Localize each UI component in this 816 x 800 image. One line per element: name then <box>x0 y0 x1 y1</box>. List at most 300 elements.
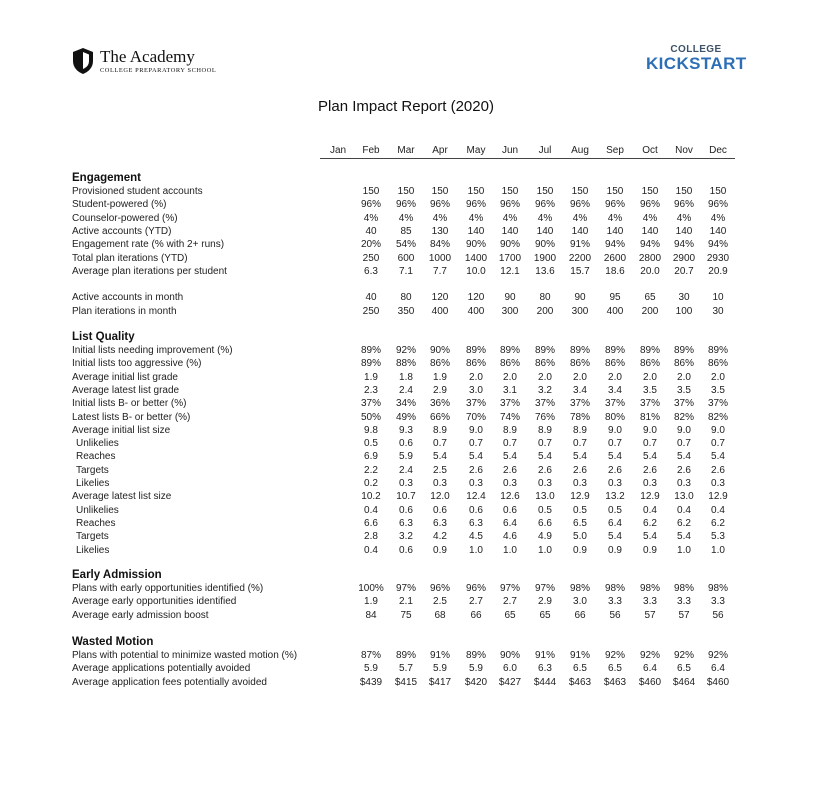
cell-sep: 96% <box>604 199 625 211</box>
cell-sep: 86% <box>604 358 625 370</box>
table-row <box>0 477 816 490</box>
cell-dec: 2.0 <box>711 371 725 383</box>
cell-sep: 5.4 <box>608 451 622 463</box>
cell-nov: 94% <box>673 239 694 251</box>
cell-dec: 0.4 <box>711 504 725 516</box>
cell-dec: 2.6 <box>711 464 725 476</box>
cell-mar: 0.3 <box>399 478 413 489</box>
table-row <box>0 649 816 662</box>
cell-apr: 2.5 <box>433 596 447 608</box>
cell-oct: 140 <box>641 225 659 237</box>
cell-jul: 1900 <box>533 252 557 264</box>
cell-may: 400 <box>467 305 485 317</box>
row-label: Initial lists too aggressive (%) <box>72 358 202 370</box>
row-label: Provisioned student accounts <box>72 186 203 197</box>
cell-nov: 0.3 <box>677 478 691 489</box>
cell-nov: 3.3 <box>677 596 691 608</box>
cell-may: 0.6 <box>469 504 483 516</box>
table-row <box>0 490 816 503</box>
cell-sep: 140 <box>606 225 624 237</box>
cell-aug: 90 <box>574 292 586 304</box>
month-label-nov: Nov <box>675 145 693 156</box>
cell-oct: 98% <box>639 583 660 594</box>
cell-aug: 91% <box>569 650 590 661</box>
month-label-sep: Sep <box>606 145 624 156</box>
cell-feb: 0.2 <box>364 478 378 489</box>
cell-oct: 20.0 <box>640 265 660 277</box>
cell-feb: 6.3 <box>364 265 378 277</box>
cell-dec: 12.9 <box>708 491 728 503</box>
cell-jun: 300 <box>501 305 519 317</box>
cell-jul: 0.5 <box>538 504 552 516</box>
cell-aug: 6.5 <box>573 517 587 529</box>
cell-may: 5.9 <box>469 663 483 675</box>
cell-mar: 2.4 <box>399 464 413 476</box>
table-row <box>0 450 816 463</box>
cell-jul: 2.6 <box>538 464 552 476</box>
cell-nov: 1.0 <box>677 544 691 556</box>
cell-feb: $439 <box>359 676 383 688</box>
month-label-jul: Jul <box>538 145 552 156</box>
cell-feb: 89% <box>360 358 381 370</box>
cell-dec: 56 <box>712 609 724 621</box>
cell-oct: 94% <box>639 239 660 251</box>
cell-nov: 96% <box>673 199 694 211</box>
cell-aug: 37% <box>569 398 590 410</box>
table-row <box>0 265 816 278</box>
cell-jun: 150 <box>501 186 519 197</box>
cell-mar: 150 <box>397 186 415 197</box>
cell-jul: 0.7 <box>538 438 552 450</box>
cell-nov: 89% <box>673 345 694 356</box>
cell-may: 89% <box>465 650 486 661</box>
cell-may: 2.0 <box>469 371 483 383</box>
cell-oct: 3.5 <box>643 384 657 396</box>
cell-jun: 90% <box>499 650 520 661</box>
cell-feb: 96% <box>360 199 381 211</box>
row-label: Initial lists B- or better (%) <box>72 398 187 410</box>
cell-mar: 49% <box>395 411 416 423</box>
cell-sep: 2.6 <box>608 464 622 476</box>
cell-feb: 250 <box>362 305 380 317</box>
cell-jun: 8.9 <box>503 424 517 436</box>
row-label: Unlikelies <box>76 438 119 450</box>
cell-mar: 92% <box>395 345 416 356</box>
cell-apr: 0.6 <box>433 504 447 516</box>
cell-feb: 37% <box>360 398 381 410</box>
cell-jun: $427 <box>498 676 522 688</box>
cell-oct: 2.0 <box>643 371 657 383</box>
cell-jul: 6.3 <box>538 663 552 675</box>
cell-jun: 86% <box>499 358 520 370</box>
shield-icon <box>72 47 94 75</box>
cell-mar: $415 <box>394 676 418 688</box>
row-label: Total plan iterations (YTD) <box>72 252 188 264</box>
cell-jun: 90% <box>499 239 520 251</box>
cell-apr: 68 <box>434 609 446 621</box>
cell-mar: 96% <box>395 199 416 211</box>
cell-feb: 87% <box>360 650 381 661</box>
table-row <box>0 464 816 477</box>
cell-aug: 91% <box>569 239 590 251</box>
cell-mar: 75 <box>400 609 412 621</box>
cell-jul: 140 <box>536 225 554 237</box>
cell-aug: 0.7 <box>573 438 587 450</box>
row-label: Targets <box>76 464 109 476</box>
cell-dec: 3.5 <box>711 384 725 396</box>
cell-dec: 96% <box>707 199 728 211</box>
cell-jul: 80 <box>539 292 551 304</box>
table-row <box>0 198 816 211</box>
cell-feb: 2.2 <box>364 464 378 476</box>
row-label: Average plan iterations per student <box>72 265 227 277</box>
section-title-list-quality: List Quality <box>72 331 135 343</box>
cell-may: 4.5 <box>469 531 483 543</box>
cell-nov: 6.5 <box>677 663 691 675</box>
cell-mar: 80 <box>400 292 412 304</box>
cell-dec: 89% <box>707 345 728 356</box>
cell-oct: 2.6 <box>643 464 657 476</box>
month-label-jan: Jan <box>329 145 347 156</box>
cell-apr: 0.3 <box>433 478 447 489</box>
cell-dec: 98% <box>707 583 728 594</box>
cell-oct: 150 <box>641 186 659 197</box>
cell-sep: 89% <box>604 345 625 356</box>
cell-feb: 2.3 <box>364 384 378 396</box>
cell-may: 6.3 <box>469 517 483 529</box>
month-label-may: May <box>466 145 486 156</box>
cell-sep: 0.3 <box>608 478 622 489</box>
cell-feb: 100% <box>358 583 384 594</box>
cell-feb: 84 <box>365 609 377 621</box>
row-label: Latest lists B- or better (%) <box>72 411 191 423</box>
cell-feb: 20% <box>360 239 381 251</box>
cell-jul: 4.9 <box>538 531 552 543</box>
cell-mar: 4% <box>398 212 414 224</box>
row-label: Plans with early opportunities identified (%) <box>72 583 264 594</box>
row-label: Counselor-powered (%) <box>72 212 178 224</box>
cell-mar: 9.3 <box>399 424 413 436</box>
cell-jul: 0.3 <box>538 478 552 489</box>
cell-oct: 86% <box>639 358 660 370</box>
month-label-aug: Aug <box>571 145 589 156</box>
cell-aug: 5.4 <box>573 451 587 463</box>
cell-jul: 4% <box>537 212 553 224</box>
cell-nov: 30 <box>678 292 690 304</box>
section-title-wasted-motion: Wasted Motion <box>72 636 154 648</box>
row-label: Reaches <box>76 517 116 529</box>
cell-sep: 5.4 <box>608 531 622 543</box>
cell-oct: 3.3 <box>643 596 657 608</box>
row-label: Average early opportunities identified <box>72 596 237 608</box>
cell-jun: 2.0 <box>503 371 517 383</box>
cell-dec: 20.9 <box>708 265 728 277</box>
cell-oct: 4% <box>642 212 658 224</box>
cell-may: 150 <box>467 186 485 197</box>
row-label: Plans with potential to minimize wasted motion (%) <box>72 650 298 661</box>
table-row <box>0 424 816 437</box>
cell-apr: 0.9 <box>433 544 447 556</box>
table-row <box>0 437 816 450</box>
month-label-dec: Dec <box>709 145 727 156</box>
month-header <box>320 145 735 159</box>
cell-may: 5.4 <box>469 451 483 463</box>
section-title-engagement: Engagement <box>72 172 142 184</box>
table-row <box>0 676 816 689</box>
table-row <box>0 411 816 424</box>
cell-apr: 4% <box>432 212 448 224</box>
cell-sep: 9.0 <box>608 424 622 436</box>
cell-jul: 2.0 <box>538 371 552 383</box>
cell-mar: 89% <box>395 650 416 661</box>
cell-oct: 37% <box>639 398 660 410</box>
cell-apr: 36% <box>429 398 450 410</box>
cell-feb: 10.2 <box>361 491 381 503</box>
month-label-mar: Mar <box>397 145 415 156</box>
cell-aug: 150 <box>571 186 589 197</box>
cell-jul: 6.6 <box>538 517 552 529</box>
cell-mar: 5.9 <box>399 451 413 463</box>
cell-nov: 5.4 <box>677 451 691 463</box>
cell-dec: 2930 <box>706 252 730 264</box>
cell-aug: 98% <box>569 583 590 594</box>
cell-dec: 94% <box>707 239 728 251</box>
cell-aug: 3.4 <box>573 384 587 396</box>
cell-may: 120 <box>467 292 485 304</box>
cell-may: 12.4 <box>466 491 486 503</box>
cell-aug: 0.5 <box>573 504 587 516</box>
cell-dec: $460 <box>706 676 730 688</box>
cell-apr: 1000 <box>428 252 452 264</box>
cell-nov: 37% <box>673 398 694 410</box>
cell-mar: 54% <box>395 239 416 251</box>
cell-jun: 96% <box>499 199 520 211</box>
cell-sep: 80% <box>604 411 625 423</box>
cell-jul: 150 <box>536 186 554 197</box>
cell-may: 4% <box>468 212 484 224</box>
cell-jul: 5.4 <box>538 451 552 463</box>
cell-aug: 2.0 <box>573 371 587 383</box>
cell-jul: 86% <box>534 358 555 370</box>
cell-may: 2.7 <box>469 596 483 608</box>
cell-may: 66 <box>470 609 482 621</box>
cell-jul: 200 <box>536 305 554 317</box>
section-title-early-admission: Early Admission <box>72 569 162 581</box>
cell-nov: 6.2 <box>677 517 691 529</box>
cell-oct: 92% <box>639 650 660 661</box>
table-row <box>0 582 816 595</box>
cell-jul: 89% <box>534 345 555 356</box>
cell-apr: 5.9 <box>433 663 447 675</box>
row-label: Average applications potentially avoided <box>72 663 251 675</box>
cell-aug: 78% <box>569 411 590 423</box>
month-label-jun: Jun <box>501 145 519 156</box>
academy-subtitle: COLLEGE PREPARATORY SCHOOL <box>100 67 217 74</box>
table-row <box>0 397 816 410</box>
cell-may: 96% <box>465 583 486 594</box>
cell-dec: 6.2 <box>711 517 725 529</box>
cell-sep: 0.5 <box>608 504 622 516</box>
cell-nov: 82% <box>673 411 694 423</box>
cell-aug: 96% <box>569 199 590 211</box>
row-label: Unlikelies <box>76 504 119 516</box>
cell-nov: 2.6 <box>677 464 691 476</box>
cell-apr: 120 <box>431 292 449 304</box>
cell-jul: 13.0 <box>535 491 555 503</box>
cell-may: 2.6 <box>469 464 483 476</box>
cell-jul: 1.0 <box>538 544 552 556</box>
cell-nov: 5.4 <box>677 531 691 543</box>
cell-dec: 10 <box>712 292 724 304</box>
table-row <box>0 238 816 251</box>
cell-apr: 2.9 <box>433 384 447 396</box>
cell-mar: 0.6 <box>399 544 413 556</box>
cell-jul: 96% <box>534 199 555 211</box>
cell-oct: 0.3 <box>643 478 657 489</box>
cell-aug: 300 <box>571 305 589 317</box>
table-row <box>0 609 816 622</box>
cell-dec: 140 <box>709 225 727 237</box>
cell-sep: 18.6 <box>605 265 625 277</box>
cell-jul: 8.9 <box>538 424 552 436</box>
cell-may: 86% <box>465 358 486 370</box>
cell-oct: 6.4 <box>643 663 657 675</box>
cell-apr: 6.3 <box>433 517 447 529</box>
cell-jul: 65 <box>539 609 551 621</box>
cell-aug: 140 <box>571 225 589 237</box>
cell-apr: 8.9 <box>433 424 447 436</box>
cell-oct: 2800 <box>638 252 662 264</box>
row-label: Average early admission boost <box>72 609 209 621</box>
cell-nov: 20.7 <box>674 265 694 277</box>
cell-jun: 3.1 <box>503 384 517 396</box>
cell-may: 140 <box>467 225 485 237</box>
cell-jun: 0.6 <box>503 504 517 516</box>
cell-may: 0.7 <box>469 438 483 450</box>
cell-jun: 6.0 <box>503 663 517 675</box>
cell-jun: 4% <box>502 212 518 224</box>
row-label: Plan iterations in month <box>72 305 177 317</box>
cell-apr: 66% <box>429 411 450 423</box>
cell-mar: 85 <box>400 225 412 237</box>
cell-dec: 0.7 <box>711 438 725 450</box>
cell-sep: 2600 <box>603 252 627 264</box>
cell-aug: 89% <box>569 345 590 356</box>
academy-logo <box>72 47 216 75</box>
cell-jun: 4.6 <box>503 531 517 543</box>
cell-nov: 4% <box>676 212 692 224</box>
table-row <box>0 595 816 608</box>
cell-jun: 5.4 <box>503 451 517 463</box>
cell-jun: 6.4 <box>503 517 517 529</box>
cell-mar: 5.7 <box>399 663 413 675</box>
cell-may: 1400 <box>464 252 488 264</box>
cell-apr: 130 <box>431 225 449 237</box>
table-row <box>0 357 816 370</box>
cell-dec: 4% <box>710 212 726 224</box>
cell-aug: 8.9 <box>573 424 587 436</box>
cell-nov: 86% <box>673 358 694 370</box>
cell-nov: 0.7 <box>677 438 691 450</box>
cell-nov: 3.5 <box>677 384 691 396</box>
cell-aug: 66 <box>574 609 586 621</box>
cell-jun: 37% <box>499 398 520 410</box>
cell-nov: 140 <box>675 225 693 237</box>
cell-sep: 37% <box>604 398 625 410</box>
cell-nov: $464 <box>672 676 696 688</box>
cell-feb: 89% <box>360 345 381 356</box>
cell-apr: 90% <box>429 345 450 356</box>
report-title: Plan Impact Report (2020) <box>318 98 494 115</box>
cell-may: 9.0 <box>469 424 483 436</box>
cell-dec: 37% <box>707 398 728 410</box>
cell-apr: 150 <box>431 186 449 197</box>
cell-aug: 4% <box>572 212 588 224</box>
cell-mar: 0.6 <box>399 504 413 516</box>
cell-apr: 86% <box>429 358 450 370</box>
cell-nov: 150 <box>675 186 693 197</box>
table-row <box>0 530 816 543</box>
cell-jun: 2.7 <box>503 596 517 608</box>
cell-oct: 0.4 <box>643 504 657 516</box>
cell-jul: 13.6 <box>535 265 555 277</box>
cell-apr: 2.5 <box>433 464 447 476</box>
table-row <box>0 225 816 238</box>
cell-oct: 57 <box>644 609 656 621</box>
cell-jul: $444 <box>533 676 557 688</box>
cell-dec: 3.3 <box>711 596 725 608</box>
cell-apr: 12.0 <box>430 491 450 503</box>
table-row <box>0 517 816 530</box>
cell-sep: 2.0 <box>608 371 622 383</box>
cell-oct: 89% <box>639 345 660 356</box>
cell-jul: 2.9 <box>538 596 552 608</box>
cell-mar: 3.2 <box>399 531 413 543</box>
cell-sep: 0.9 <box>608 544 622 556</box>
cell-mar: 0.6 <box>399 438 413 450</box>
cell-jun: 89% <box>499 345 520 356</box>
cell-jun: 97% <box>499 583 520 594</box>
row-label: Average latest list grade <box>72 384 180 396</box>
table-row <box>0 305 816 318</box>
cell-mar: 600 <box>397 252 415 264</box>
cell-mar: 2.4 <box>399 384 413 396</box>
cell-oct: 9.0 <box>643 424 657 436</box>
cell-apr: 96% <box>429 583 450 594</box>
month-label-apr: Apr <box>432 145 448 156</box>
row-label: Engagement rate (% with 2+ runs) <box>72 239 225 251</box>
cell-may: 10.0 <box>466 265 486 277</box>
cell-jun: 0.3 <box>503 478 517 489</box>
cell-sep: 150 <box>606 186 624 197</box>
cell-jun: 74% <box>499 411 520 423</box>
cell-dec: 5.4 <box>711 451 725 463</box>
cell-nov: 98% <box>673 583 694 594</box>
cell-nov: 57 <box>678 609 690 621</box>
cell-jul: 90% <box>534 239 555 251</box>
cell-apr: 4.2 <box>433 531 447 543</box>
month-label-feb: Feb <box>362 145 380 156</box>
cell-feb: 1.9 <box>364 371 378 383</box>
cell-oct: 12.9 <box>640 491 660 503</box>
cell-mar: 350 <box>397 305 415 317</box>
cell-feb: 0.4 <box>364 504 378 516</box>
cell-oct: 0.9 <box>643 544 657 556</box>
cell-dec: 5.3 <box>711 531 725 543</box>
cell-sep: 95 <box>609 292 621 304</box>
month-label-oct: Oct <box>642 145 658 156</box>
cell-sep: 13.2 <box>605 491 625 503</box>
